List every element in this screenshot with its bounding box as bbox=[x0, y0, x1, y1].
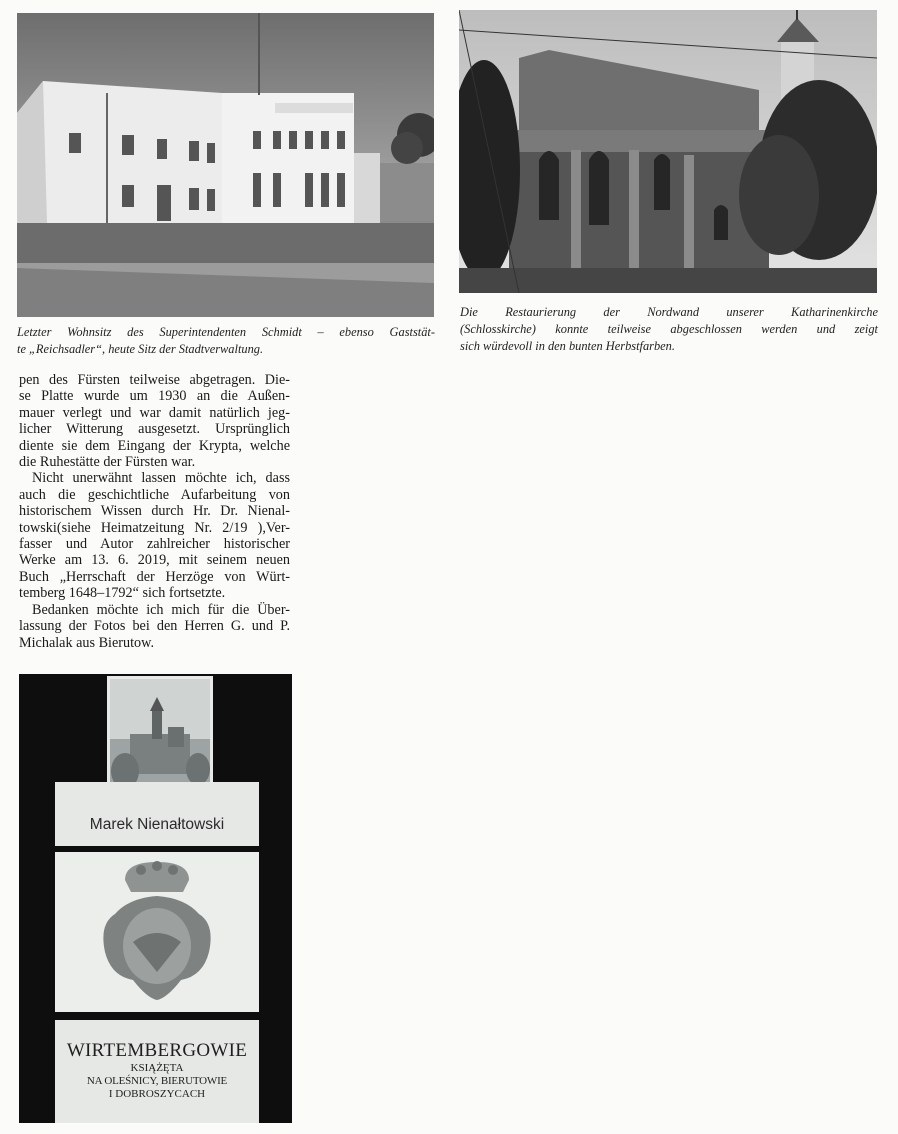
article-line: fasser und Autor zahlreicher historischer bbox=[19, 536, 290, 553]
article-line: lassung der Fotos bei den Herren G. und P. bbox=[19, 618, 290, 635]
town-hall-caption bbox=[17, 324, 435, 358]
article-line: pen des Fürsten teilweise abgetragen. Die- bbox=[19, 372, 290, 388]
caption-line: te „Reichsadler“, heute Sitz der Stadtverwaltung. bbox=[17, 342, 264, 356]
article-line: die Ruhestätte der Fürsten war. bbox=[19, 454, 196, 471]
article-line: Buch „Herrschaft der Herzöge von Würt- bbox=[19, 568, 290, 585]
article-line: historischem Wissen durch Hr. Dr. Nienal- bbox=[19, 503, 290, 520]
article-line: towski(siehe Heimatzeitung Nr. 2/19 ),Ver- bbox=[19, 519, 290, 536]
article-line: temberg 1648–1792“ sich fortsetzte. bbox=[19, 585, 226, 602]
article-line: Nicht unerwähnt lassen möchte ich, dass bbox=[32, 470, 290, 487]
coat-of-arms bbox=[55, 852, 259, 1012]
book-cover-photo bbox=[19, 674, 292, 1123]
article-line: Werke am 13. 6. 2019, mit seinem neuen bbox=[19, 552, 290, 569]
article-line: mauer verlegt und war damit natürlich jeg- bbox=[19, 404, 290, 421]
church-photo bbox=[459, 10, 877, 293]
article-line: auch die geschichtliche Aufarbeitung von bbox=[19, 486, 290, 503]
article-line: Bedanken möchte ich mich für die Über- bbox=[32, 601, 290, 618]
caption-line: sich würdevoll in den bunten Herbstfarben. bbox=[460, 339, 675, 353]
article-line: licher Witterung ausgesetzt. Ursprünglich bbox=[19, 421, 290, 438]
caption-line: Die Restaurierung der Nordwand unserer Katharinenkirche bbox=[460, 305, 878, 319]
town-hall-photo bbox=[17, 13, 434, 317]
title-panel bbox=[55, 1020, 259, 1123]
church-caption bbox=[460, 304, 878, 355]
book-author: Marek Nienałtowski bbox=[89, 816, 225, 833]
article-text bbox=[19, 372, 290, 651]
book-subtitle: I DOBROSZYCACH bbox=[108, 1088, 206, 1100]
book-subtitle: NA OLEŚNICY, BIERUTOWIE bbox=[86, 1075, 228, 1087]
caption-line: Letzter Wohnsitz des Superintendenten Schmidt – ebenso Gaststät- bbox=[17, 325, 435, 339]
book-title: WIRTEMBERGOWIE bbox=[66, 1040, 248, 1061]
article-line: Michalak aus Bierutow. bbox=[19, 634, 155, 651]
article-line: diente sie dem Eingang der Krypta, welche bbox=[19, 437, 290, 454]
author-panel bbox=[55, 782, 259, 846]
book-subtitle: KSIĄŻĘTA bbox=[130, 1062, 184, 1074]
article-line: se Platte wurde um 1930 an die Außen- bbox=[19, 388, 290, 405]
caption-line: (Schlosskirche) konnte teilweise abgeschlossen werden und zeigt bbox=[460, 322, 878, 336]
